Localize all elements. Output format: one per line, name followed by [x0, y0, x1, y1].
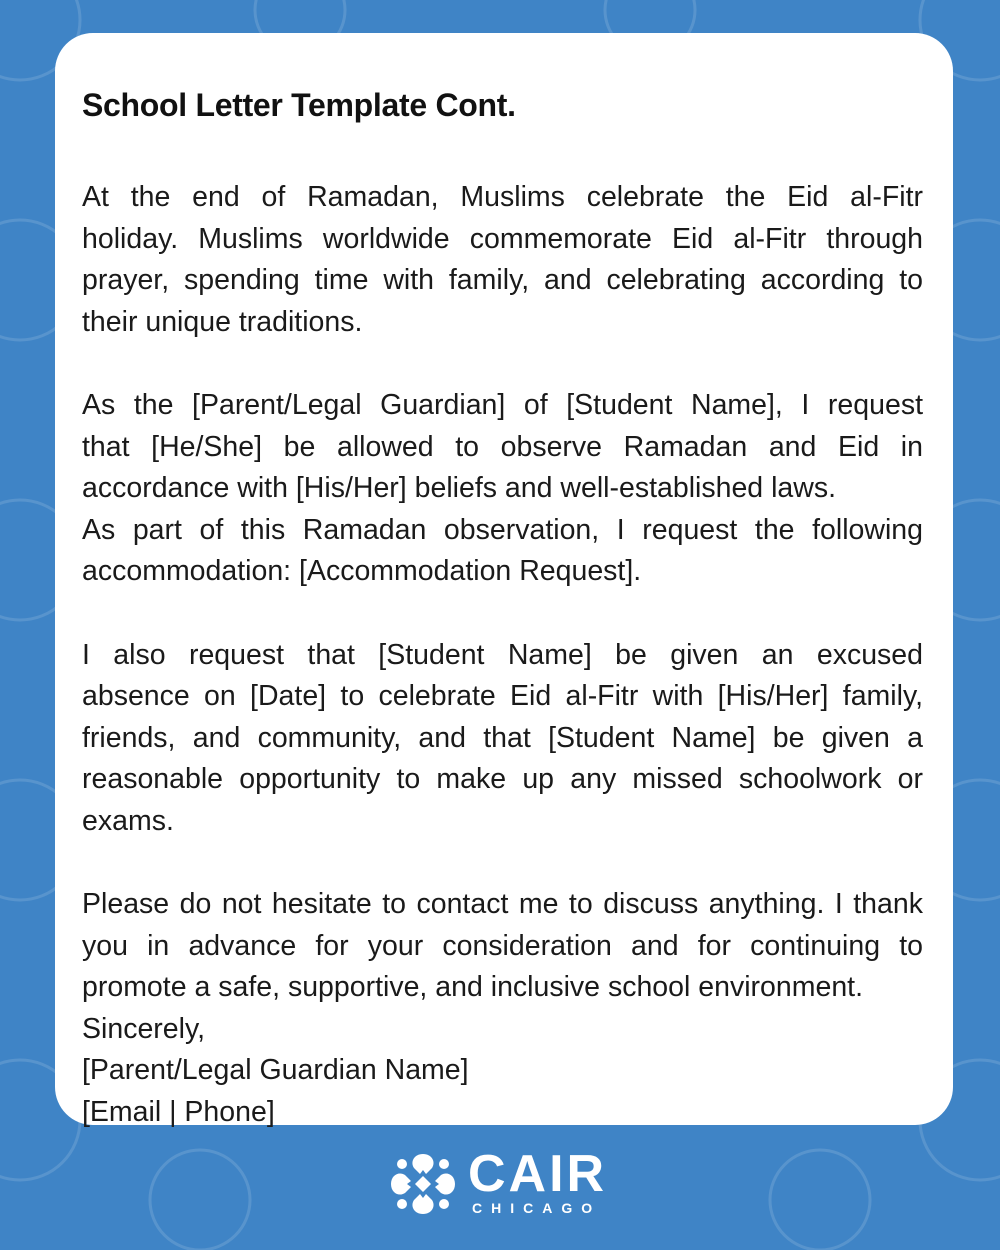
- text-line: Please do not hesitate to contact me to discuss anything. I thank: [82, 888, 923, 921]
- letter-card: [55, 33, 953, 1129]
- text-line: holiday. Muslims worldwide commemorate Eid al-Fitr through: [82, 222, 923, 255]
- cair-star-icon: [388, 1152, 458, 1216]
- signature-contact: [Email | Phone]: [82, 1096, 275, 1129]
- text-line: accommodation: [Accommodation Request].: [82, 555, 642, 588]
- logo-name: CAIR: [468, 1145, 608, 1203]
- letter-paragraph-4: [82, 884, 923, 1134]
- logo-city: CHICAGO: [472, 1200, 602, 1216]
- letter-paragraph-2: [82, 385, 923, 593]
- text-line: prayer, spending time with family, and celebrating according to: [82, 264, 923, 297]
- text-line: As part of this Ramadan observation, I request the following: [82, 513, 923, 546]
- text-line: At the end of Ramadan, Muslims celebrate the Eid al-Fitr: [82, 181, 923, 213]
- text-line: accordance with [His/Her] beliefs and well-established laws.: [82, 472, 837, 505]
- text-line: that [He/She] be allowed to observe Ramadan and Eid in: [82, 430, 923, 463]
- text-line: you in advance for your consideration and for continuing to: [82, 929, 923, 962]
- cair-chicago-logo: [388, 1145, 608, 1220]
- text-line: reasonable opportunity to make up any missed schoolwork or: [82, 763, 923, 796]
- text-line: promote a safe, supportive, and inclusive school environment.: [82, 971, 864, 1004]
- text-line: As the [Parent/Legal Guardian] of [Student Name], I request: [82, 388, 923, 421]
- text-line: their unique traditions.: [82, 305, 363, 338]
- text-line: exams.: [82, 804, 174, 837]
- signature-name: [Parent/Legal Guardian Name]: [82, 1054, 469, 1087]
- text-line: absence on [Date] to celebrate Eid al-Fitr with [His/Her] family,: [82, 680, 923, 713]
- text-line: I also request that [Student Name] be given an excused: [82, 638, 923, 671]
- text-line: friends, and community, and that [Student Name] be given a: [82, 721, 923, 754]
- letter-title: School Letter Template Cont.: [82, 87, 516, 123]
- letter-paragraph-3: [82, 635, 923, 843]
- letter-paragraph-1: [82, 177, 923, 343]
- closing: Sincerely,: [82, 1012, 206, 1045]
